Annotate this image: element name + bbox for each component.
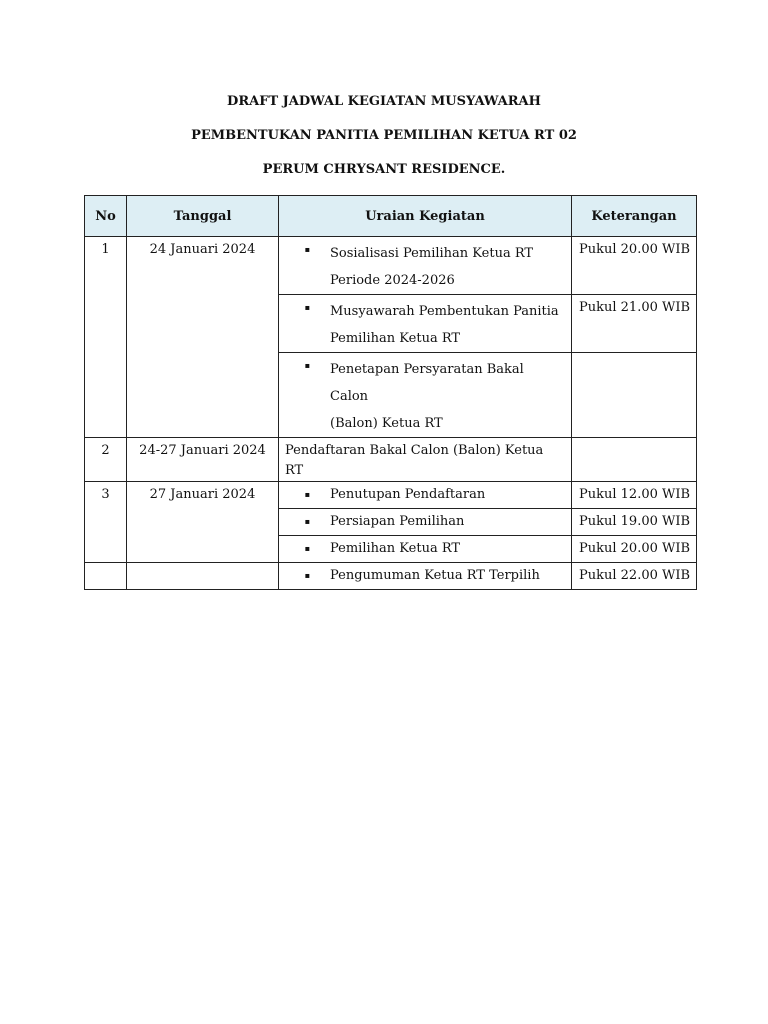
row-note: Pukul 20.00 WIB [572, 536, 697, 563]
row-activity [279, 509, 572, 536]
row-date: 24 Januari 2024 [127, 237, 279, 438]
document-title-line1: DRAFT JADWAL KEGIATAN MUSYAWARAH [227, 94, 541, 109]
table-header-row [85, 196, 697, 237]
row-no [85, 563, 127, 590]
row-note: Pukul 20.00 WIB [572, 237, 697, 295]
table-row [85, 438, 697, 482]
row-note [572, 353, 697, 438]
row-activity [279, 237, 572, 295]
activity-line1: Penetapan Persyaratan Bakal Calon [330, 362, 524, 404]
header-activity: Uraian Kegiatan [279, 196, 572, 237]
bullet-icon: ▪ [304, 490, 311, 499]
row-note: Pukul 21.00 WIB [572, 295, 697, 353]
document-title-line3: PERUM CHRYSANT RESIDENCE. [262, 162, 506, 177]
row-note: Pukul 12.00 WIB [572, 482, 697, 509]
activity-text: Persiapan Pemilihan [330, 514, 465, 529]
bullet-icon: ▪ [304, 245, 311, 254]
row-activity [279, 438, 572, 482]
row-no: 2 [85, 438, 127, 482]
activity-line2: Periode 2024-2026 [330, 273, 455, 288]
activity-text: Pemilihan Ketua RT [330, 541, 461, 556]
activity-line2: Pemilihan Ketua RT [330, 331, 461, 346]
bullet-icon: ▪ [304, 361, 311, 370]
header-note: Keterangan [572, 196, 697, 237]
table-row [85, 563, 697, 590]
row-date [127, 563, 279, 590]
document-title-line2: PEMBENTUKAN PANITIA PEMILIHAN KETUA RT 02 [191, 128, 577, 143]
row-activity [279, 353, 572, 438]
activity-text: Penutupan Pendaftaran [330, 487, 486, 502]
row-activity [279, 482, 572, 509]
table-row [85, 482, 697, 509]
schedule-table [84, 195, 697, 590]
row-no: 1 [85, 237, 127, 438]
row-note [572, 438, 697, 482]
bullet-icon: ▪ [304, 544, 311, 553]
activity-line1: Sosialisasi Pemilihan Ketua RT [330, 246, 534, 261]
activity-line2: (Balon) Ketua RT [330, 416, 443, 431]
row-activity [279, 563, 572, 590]
activity-line1: Musyawarah Pembentukan Panitia [330, 304, 559, 319]
row-date: 27 Januari 2024 [127, 482, 279, 563]
row-no: 3 [85, 482, 127, 563]
activity-text: Pengumuman Ketua RT Terpilih [330, 568, 540, 583]
bullet-icon: ▪ [304, 517, 311, 526]
bullet-icon: ▪ [304, 303, 311, 312]
header-date: Tanggal [127, 196, 279, 237]
activity-text: Pendaftaran Bakal Calon (Balon) Ketua RT [285, 443, 544, 478]
table-row [85, 237, 697, 295]
header-no: No [85, 196, 127, 237]
row-date: 24-27 Januari 2024 [127, 438, 279, 482]
row-activity [279, 536, 572, 563]
row-note: Pukul 22.00 WIB [572, 563, 697, 590]
row-activity [279, 295, 572, 353]
row-note: Pukul 19.00 WIB [572, 509, 697, 536]
bullet-icon: ▪ [304, 571, 311, 580]
